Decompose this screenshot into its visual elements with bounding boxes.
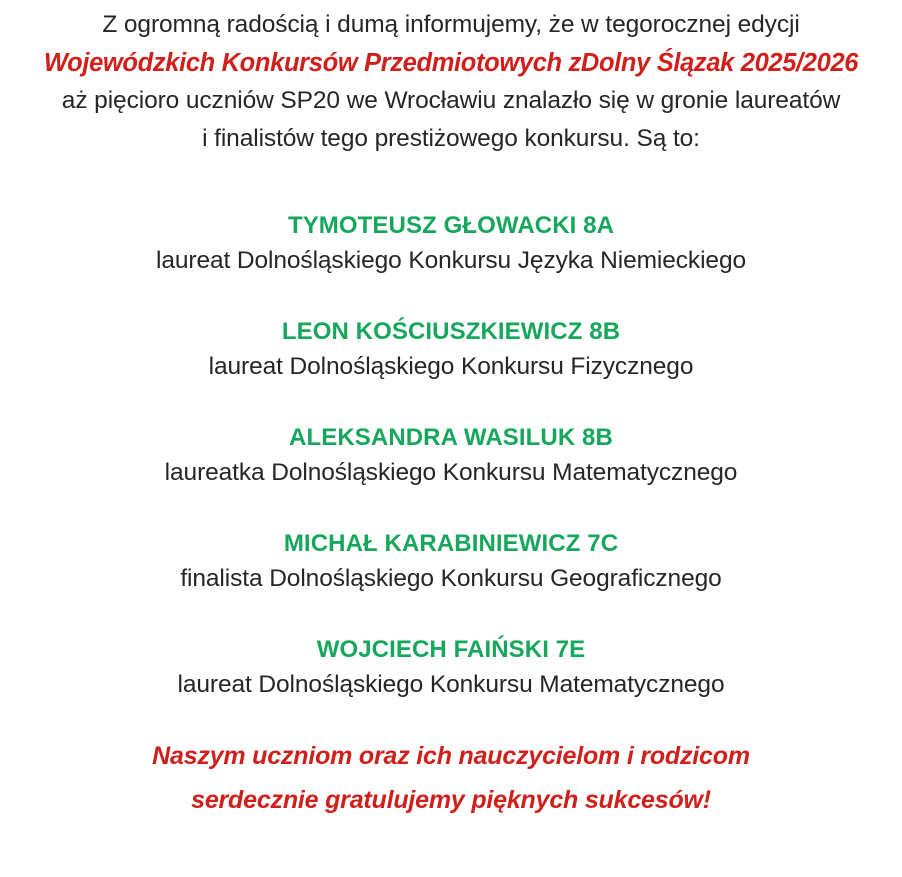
laureate-entry — [180, 528, 721, 598]
intro-line-1: Z ogromną radością i dumą informujemy, że w tegorocznej edycji — [102, 11, 800, 38]
laureate-entry — [156, 210, 746, 280]
intro-paragraph — [12, 6, 890, 158]
laureate-description: laureatka Dolnośląskiego Konkursu Matematycznego — [164, 459, 738, 486]
closing-line-2: serdecznie gratulujemy pięknych sukcesów! — [191, 786, 711, 814]
laureate-description: laureat Dolnośląskiego Konkursu Języka Niemieckiego — [155, 247, 746, 274]
list-closing-spacer — [12, 704, 890, 734]
laureate-entry — [178, 634, 725, 704]
intro-list-spacer — [12, 158, 890, 210]
laureate-name: TYMOTEUSZ GŁOWACKI 8A — [287, 212, 615, 239]
laureate-entry — [165, 422, 738, 492]
intro-line-3: aż pięcioro uczniów SP20 we Wrocławiu znalazło się w gronie laureatów — [61, 87, 841, 114]
laureate-name: ALEKSANDRA WASILUK 8B — [289, 424, 613, 451]
intro-line-4: i finalistów tego prestiżowego konkursu. Są to: — [202, 125, 700, 152]
laureate-description: laureat Dolnośląskiego Konkursu Fizycznego — [208, 353, 694, 380]
competition-title: Wojewódzkich Konkursów Przedmiotowych zDolny Ślązak 2025/2026 — [43, 49, 859, 77]
laureate-entry — [209, 316, 694, 386]
laureate-name: WOJCIECH FAIŃSKI 7E — [316, 636, 586, 663]
laureate-description: finalista Dolnośląskiego Konkursu Geograficznego — [180, 565, 722, 592]
laureates-list — [12, 210, 890, 704]
congratulations-message — [12, 734, 890, 822]
laureate-name: MICHAŁ KARABINIEWICZ 7C — [283, 530, 619, 557]
laureate-name: LEON KOŚCIUSZKIEWICZ 8B — [281, 318, 621, 345]
laureate-description: laureat Dolnośląskiego Konkursu Matematycznego — [177, 671, 725, 698]
closing-line-1: Naszym uczniom oraz ich nauczycielom i rodzicom — [152, 742, 750, 770]
